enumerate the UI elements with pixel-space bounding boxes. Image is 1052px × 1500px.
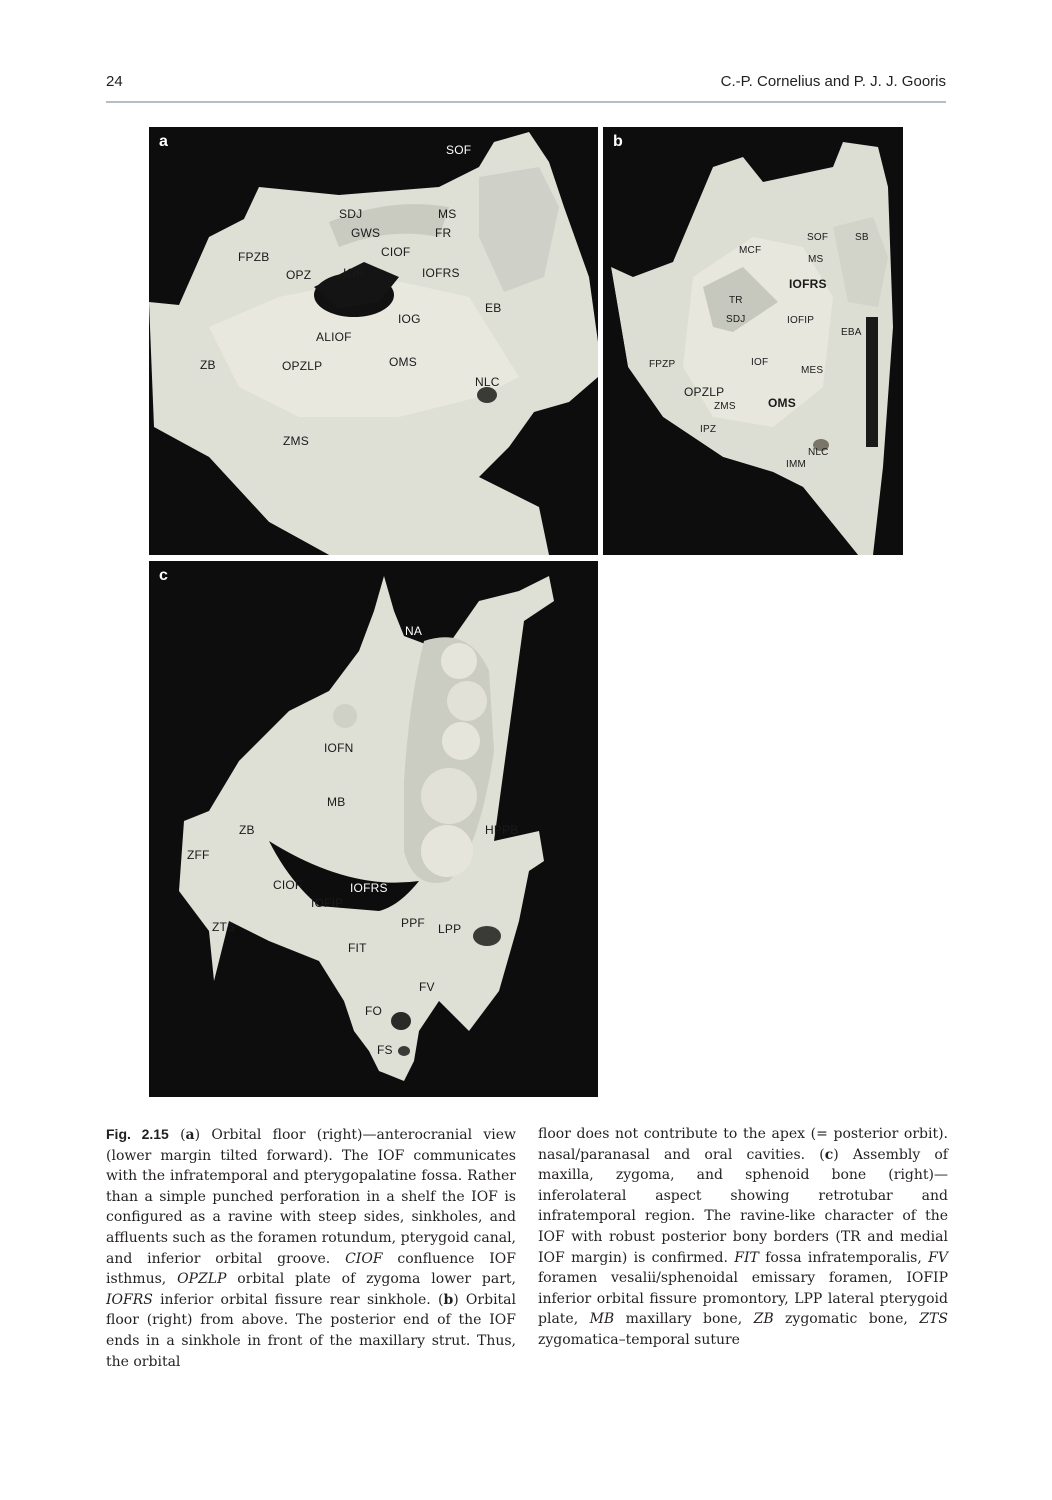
label-iof: IOF bbox=[343, 266, 364, 280]
label-sdj: SDJ bbox=[339, 207, 363, 221]
label-zms: ZMS bbox=[283, 434, 309, 448]
label-hppb: HPPB bbox=[485, 823, 519, 837]
label-eb: EB bbox=[485, 301, 502, 315]
caption-text: foramen vesalii/sphenoidal emissary foramen, IOFIP inferior orbital fissure promontory, LPP lateral pterygoid plate, bbox=[538, 1270, 948, 1328]
figure-panel-c bbox=[149, 561, 598, 1097]
label-nlc: NLC bbox=[475, 375, 500, 389]
figure-caption-left-column bbox=[106, 1124, 516, 1372]
label-eba: EBA bbox=[841, 327, 862, 338]
caption-abbrev: FIT bbox=[734, 1249, 759, 1266]
label-ipz: IPZ bbox=[700, 424, 717, 435]
label-aliof: ALIOF bbox=[316, 330, 352, 344]
caption-abbrev: ZTS bbox=[919, 1311, 948, 1328]
label-lpp: LPP bbox=[438, 922, 462, 936]
label-opzlp: OPZLP bbox=[282, 359, 323, 373]
label-sof: SOF bbox=[807, 232, 829, 243]
caption-text: ) Orbital floor (right)—anterocranial view (lower margin tilted forward). The IOF communicates with the infratemporal and pterygopalatine fossa. Rather than a simple punched perforation in a shelf the IOF is configured as a ravine with steep sides, sinkholes, and affluents such as the foramen rotundum, pterygoid canal, and inferior orbital groove. bbox=[106, 1127, 516, 1267]
caption-text: ) Orbital floor (right) from above. The posterior end of the IOF ends in a sinkhole in front of the maxillary strut. Thus, the orbital bbox=[106, 1291, 516, 1370]
figure-panel-a bbox=[149, 127, 598, 555]
caption-abbrev: OPZLP bbox=[177, 1271, 227, 1288]
caption-text: fossa infratemporalis, bbox=[758, 1249, 929, 1266]
page-number: 24 bbox=[106, 73, 123, 90]
label-ppf: PPF bbox=[401, 916, 425, 930]
label-ms: MS bbox=[438, 207, 457, 221]
label-fit: FIT bbox=[348, 941, 367, 955]
panel-letter-b: b bbox=[613, 133, 623, 150]
label-iofip: IOFIP bbox=[311, 896, 344, 910]
label-iog: IOG bbox=[398, 312, 421, 326]
label-imm: IMM bbox=[786, 459, 807, 470]
caption-panel-ref: c bbox=[824, 1146, 834, 1163]
caption-text: inferior orbital fissure rear sinkhole. ( bbox=[152, 1291, 444, 1308]
label-fo: FO bbox=[365, 1004, 383, 1018]
label-zb: ZB bbox=[239, 823, 255, 837]
label-tr: TR bbox=[729, 295, 743, 306]
label-fr: FR bbox=[435, 226, 452, 240]
label-na: NA bbox=[405, 624, 423, 638]
label-zts: ZTS bbox=[212, 920, 236, 934]
label-sdj: SDJ bbox=[726, 314, 746, 325]
caption-panel-ref: a bbox=[185, 1127, 195, 1143]
label-mcf: MCF bbox=[739, 245, 762, 256]
caption-text: orbital plate of zygoma lower part, bbox=[226, 1271, 517, 1288]
caption-abbrev: MB bbox=[589, 1311, 615, 1328]
caption-text: maxillary bone, bbox=[614, 1311, 754, 1328]
panel-letter-c: c bbox=[159, 567, 168, 584]
panel-letter-a: a bbox=[159, 133, 168, 150]
label-nlc: NLC bbox=[808, 447, 829, 458]
caption-abbrev: CIOF bbox=[345, 1250, 383, 1267]
label-oms: OMS bbox=[389, 355, 417, 369]
label-zff: ZFF bbox=[187, 848, 210, 862]
caption-abbrev: FV bbox=[928, 1249, 948, 1266]
running-head-authors: C.-P. Cornelius and P. J. J. Gooris bbox=[720, 73, 946, 90]
label-iof: IOF bbox=[751, 357, 769, 368]
label-ms: MS bbox=[808, 254, 824, 265]
label-iofn: IOFN bbox=[324, 741, 354, 755]
label-sb: SB bbox=[855, 232, 869, 243]
caption-text: ) Assembly of maxilla, zygoma, and sphenoid bone (right)—inferolateral aspect showing retrotubar and infratemporal region. The ravine-like character of the IOF with robust posterior bony borders (TR and medial IOF margin) is confirmed. bbox=[538, 1146, 948, 1266]
orbital-floor-bone-photo-b bbox=[603, 127, 903, 555]
figure-caption-right-column bbox=[538, 1124, 948, 1351]
caption-abbrev: IOFRS bbox=[106, 1291, 153, 1308]
label-sof: SOF bbox=[446, 143, 472, 157]
label-zb: ZB bbox=[200, 358, 216, 372]
orbital-floor-bone-photo-a bbox=[149, 127, 598, 555]
label-fs: FS bbox=[377, 1043, 393, 1057]
figure-panel-b bbox=[603, 127, 903, 555]
label-opz: OPZ bbox=[286, 268, 312, 282]
label-mes: MES bbox=[801, 365, 824, 376]
caption-abbrev: ZB bbox=[753, 1311, 774, 1328]
header-rule bbox=[106, 101, 946, 103]
label-iofrs: IOFRS bbox=[350, 881, 388, 895]
label-iofip: IOFIP bbox=[787, 315, 815, 326]
label-mb: MB bbox=[327, 795, 346, 809]
label-fpzp: FPZP bbox=[649, 359, 676, 370]
label-zms: ZMS bbox=[714, 401, 736, 412]
caption-text: confluence IOF isthmus, bbox=[106, 1250, 516, 1288]
label-fv: FV bbox=[419, 980, 435, 994]
caption-text: floor does not contribute to the apex (= posterior orbit). nasal/paranasal and oral cavities. ( bbox=[538, 1126, 948, 1163]
running-header bbox=[106, 73, 946, 95]
caption-text: ( bbox=[180, 1127, 186, 1143]
label-ciof: CIOF bbox=[381, 245, 411, 259]
label-opzlp: OPZLP bbox=[684, 385, 725, 399]
caption-text: zygomatica–temporal suture bbox=[538, 1331, 740, 1348]
label-fpzb: FPZB bbox=[238, 250, 270, 264]
caption-text: zygomatic bone, bbox=[773, 1311, 920, 1328]
figure-number: Fig. 2.15 bbox=[106, 1126, 169, 1142]
label-oms: OMS bbox=[768, 396, 796, 410]
label-iofrs: IOFRS bbox=[422, 266, 460, 280]
label-ciof: CIOF bbox=[273, 878, 303, 892]
label-gws: GWS bbox=[351, 226, 381, 240]
caption-panel-ref: b bbox=[443, 1291, 454, 1308]
label-iofrs: IOFRS bbox=[789, 277, 827, 291]
